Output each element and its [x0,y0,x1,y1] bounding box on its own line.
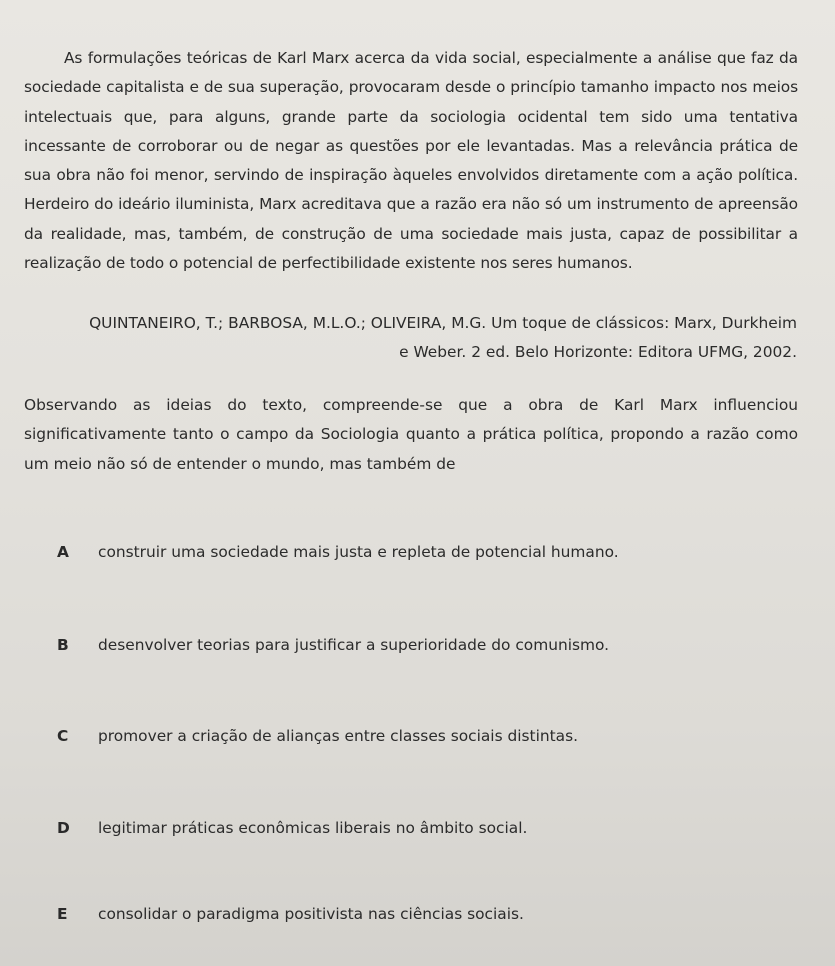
option-text: legitimar práticas econômicas liberais no âmbito social. [98,819,528,837]
option-letter: E [57,905,68,923]
citation-text: QUINTANEIRO, T.; BARBOSA, M.L.O.; OLIVEIRA, M.G. Um toque de clássicos: Marx, Durkheim e Weber. 2 ed. Belo Horizonte: Editora UFMG, 2002. [89,314,797,361]
passage-text: As formulações teóricas de Karl Marx acerca da vida social, especialmente a análise que faz da sociedade capitalista e de sua superação, provocaram desde o princípio tamanho impacto nos meios intelectuais que, para alguns, grande parte da sociologia ocidental tem sido uma tentativa incessante de corroborar ou de negar as questões por ele levantadas. Mas a relevância prática de sua obra não foi menor, servindo de inspiração àqueles envolvidos diretamente com a ação política. Herdeiro do ideário iluminista, Marx acreditava que a razão era não só um instrumento de apreensão da realidade, mas, também, de construção de uma sociedade mais justa, capaz de possibilitar a realização de todo o potencial de perfectibilidade existente nos seres humanos. [24,49,798,273]
question-stem: Observando as ideias do texto, compreende-se que a obra de Karl Marx influenciou significativamente tanto o campo da Sociologia quanto a prática política, propondo a razão como um meio não só de entender o mundo, mas também de [24,396,798,473]
option-letter: C [57,727,69,745]
option-e[interactable] [57,903,817,925]
option-text: promover a criação de alianças entre classes sociais distintas. [98,727,578,745]
option-b[interactable] [57,634,817,656]
option-a[interactable] [57,541,817,563]
option-letter: D [57,819,70,837]
option-text: consolidar o paradigma positivista nas ciências sociais. [98,905,524,923]
option-text: construir uma sociedade mais justa e repleta de potencial humano. [98,543,619,561]
option-d[interactable] [57,817,817,839]
option-text: desenvolver teorias para justificar a superioridade do comunismo. [98,636,610,654]
option-c[interactable] [57,725,817,747]
option-letter: A [57,543,69,561]
option-letter: B [57,636,69,654]
